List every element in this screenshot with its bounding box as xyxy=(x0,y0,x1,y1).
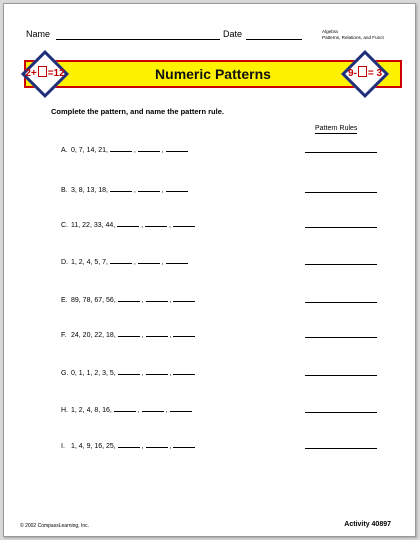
problem-letter: F. xyxy=(61,332,67,339)
answer-blank[interactable] xyxy=(173,219,195,227)
equation-left: 9- xyxy=(347,68,357,79)
answer-blank[interactable] xyxy=(114,404,136,412)
answer-blank[interactable] xyxy=(118,329,140,337)
problem-item: H. 1, 2, 4, 8, 16, , , xyxy=(61,404,192,414)
answer-blank[interactable] xyxy=(166,184,188,192)
activity-number: Activity 40897 xyxy=(344,521,391,528)
answer-blank[interactable] xyxy=(173,294,195,302)
name-line xyxy=(56,39,220,40)
problem-item: A. 0, 7, 14, 21, , , xyxy=(61,144,188,154)
answer-blank[interactable] xyxy=(166,144,188,152)
copyright-notice: © 2002 CompassLearning, Inc. xyxy=(20,523,90,529)
answer-blank[interactable] xyxy=(146,440,168,448)
answer-blank[interactable] xyxy=(117,219,139,227)
problem-letter: I. xyxy=(61,443,65,450)
problem-terms: 1, 2, 4, 5, 7, xyxy=(71,259,108,266)
topic-subject: Algebra xyxy=(322,29,338,34)
worksheet-page xyxy=(3,3,416,537)
missing-number-box xyxy=(38,66,47,77)
pattern-rule-line[interactable] xyxy=(305,412,377,413)
answer-blank[interactable] xyxy=(118,294,140,302)
problem-item: E. 89, 78, 67, 56, , , xyxy=(61,294,195,304)
equation-left: 2+ xyxy=(25,68,37,79)
pattern-rule-line[interactable] xyxy=(305,192,377,193)
problem-terms: 24, 20, 22, 18, xyxy=(71,332,116,339)
problem-letter: A. xyxy=(61,147,68,154)
answer-blank[interactable] xyxy=(138,256,160,264)
answer-blank[interactable] xyxy=(118,367,140,375)
date-line xyxy=(246,39,302,40)
problem-letter: E. xyxy=(61,297,68,304)
answer-blank[interactable] xyxy=(118,440,140,448)
answer-blank[interactable] xyxy=(110,144,132,152)
problem-letter: H. xyxy=(61,407,68,414)
date-label: Date xyxy=(223,29,243,39)
problem-terms: 3, 8, 13, 18, xyxy=(71,187,108,194)
equation-right: = 3 xyxy=(367,68,383,79)
problem-terms: 11, 22, 33, 44, xyxy=(71,222,116,229)
topic-strand: Patterns, Relations, and Funct xyxy=(322,35,384,40)
name-label: Name xyxy=(26,29,51,39)
answer-blank[interactable] xyxy=(173,329,195,337)
problem-item: F. 24, 20, 22, 18, , , xyxy=(61,329,195,339)
problem-terms: 0, 1, 1, 2, 3, 5, xyxy=(71,370,116,377)
badge-equation xyxy=(340,66,390,79)
pattern-rule-line[interactable] xyxy=(305,264,377,265)
topic-label xyxy=(322,29,384,41)
answer-blank[interactable] xyxy=(146,294,168,302)
answer-blank[interactable] xyxy=(110,184,132,192)
answer-blank[interactable] xyxy=(173,440,195,448)
answer-blank[interactable] xyxy=(110,256,132,264)
problem-letter: G. xyxy=(61,370,69,377)
pattern-rule-line[interactable] xyxy=(305,302,377,303)
problem-item: B. 3, 8, 13, 18, , , xyxy=(61,184,188,194)
problem-item: I. 1, 4, 9, 16, 25, , , xyxy=(61,440,195,450)
problem-letter: C. xyxy=(61,222,68,229)
pattern-rule-line[interactable] xyxy=(305,375,377,376)
answer-blank[interactable] xyxy=(146,367,168,375)
pattern-rule-line[interactable] xyxy=(305,227,377,228)
answer-blank[interactable] xyxy=(170,404,192,412)
badge-equation xyxy=(20,66,70,79)
answer-blank[interactable] xyxy=(138,144,160,152)
problem-terms: 89, 78, 67, 56, xyxy=(71,297,116,304)
problem-terms: 1, 4, 9, 16, 25, xyxy=(71,443,116,450)
page-title: Numeric Patterns xyxy=(155,66,271,82)
problem-item: D. 1, 2, 4, 5, 7, , , xyxy=(61,256,188,266)
answer-blank[interactable] xyxy=(146,329,168,337)
answer-blank[interactable] xyxy=(138,184,160,192)
answer-blank[interactable] xyxy=(173,367,195,375)
problem-terms: 0, 7, 14, 21, xyxy=(71,147,108,154)
pattern-rule-line[interactable] xyxy=(305,448,377,449)
problem-letter: B. xyxy=(61,187,68,194)
answer-blank[interactable] xyxy=(145,219,167,227)
pattern-rule-line[interactable] xyxy=(305,152,377,153)
problem-letter: D. xyxy=(61,259,68,266)
missing-number-box xyxy=(358,66,367,77)
instructions-text: Complete the pattern, and name the pattern rule. xyxy=(51,107,224,116)
addition-equation-badge xyxy=(20,49,70,99)
pattern-rule-line[interactable] xyxy=(305,337,377,338)
equation-right: =12 xyxy=(47,68,65,79)
problem-item: G. 0, 1, 1, 2, 3, 5, , , xyxy=(61,367,195,377)
problem-item: C. 11, 22, 33, 44, , , xyxy=(61,219,195,229)
problem-terms: 1, 2, 4, 8, 16, xyxy=(71,407,112,414)
answer-blank[interactable] xyxy=(142,404,164,412)
pattern-rules-heading: Pattern Rules xyxy=(315,125,358,132)
subtraction-equation-badge xyxy=(340,49,390,99)
answer-blank[interactable] xyxy=(166,256,188,264)
